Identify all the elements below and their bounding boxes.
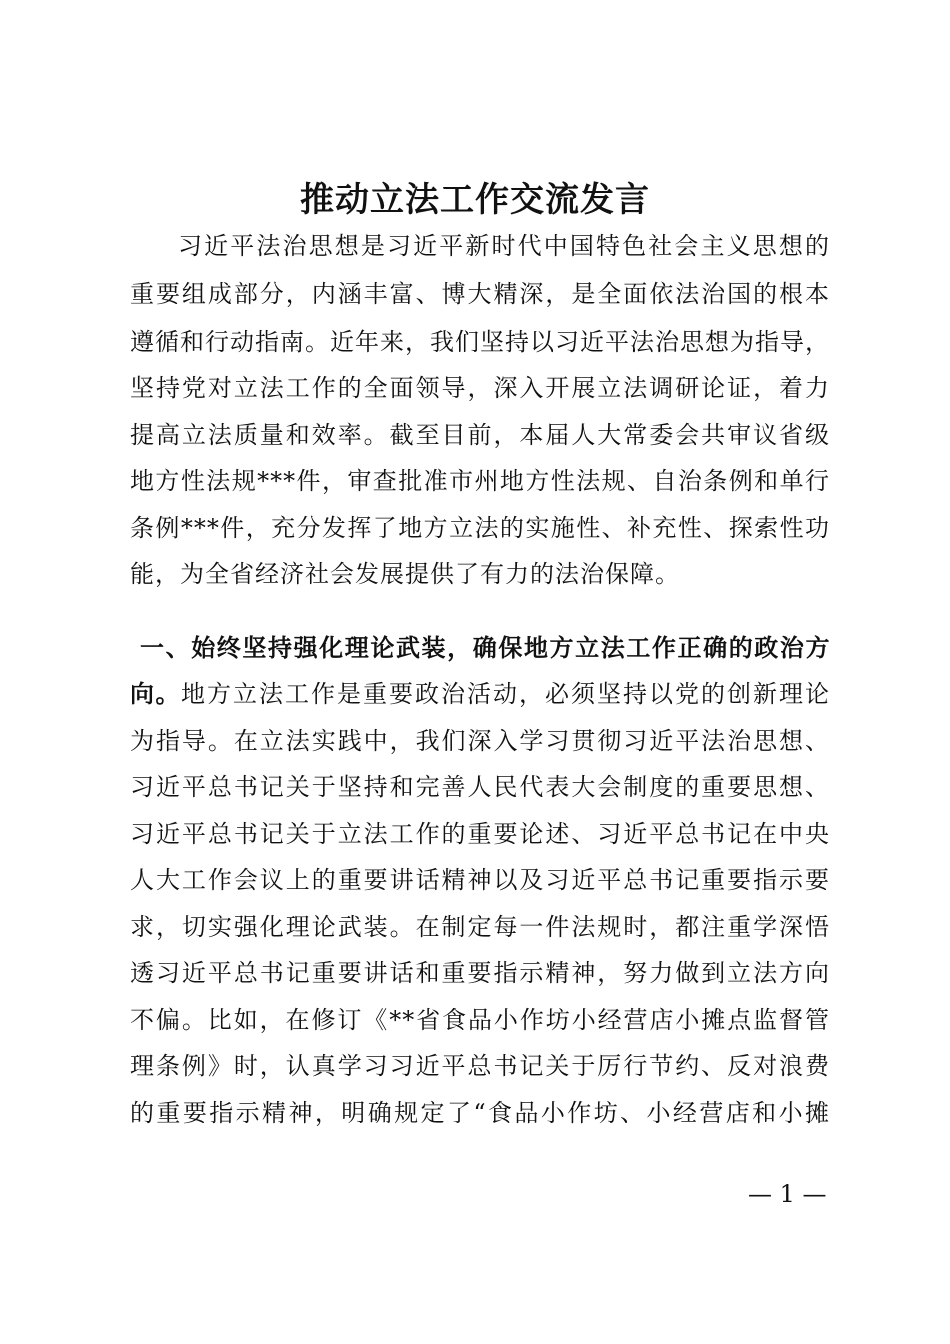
paragraph-line: 遵循和行动指南。近年来，我们坚持以习近平法治思想为指导， [130, 328, 830, 356]
paragraph-line: 习近平总书记关于立法工作的重要论述、习近平总书记在中央 [130, 820, 830, 848]
paragraph-line: 条例***件，充分发挥了地方立法的实施性、补充性、探索性功 [130, 514, 830, 542]
paragraph-line: 习近平总书记关于坚持和完善人民代表大会制度的重要思想、 [130, 773, 830, 801]
paragraph-line: 坚持党对立法工作的全面领导，深入开展立法调研论证，着力 [130, 374, 830, 402]
paragraph-text: 地方立法工作是重要政治活动，必须坚持以党的创新理论 [181, 680, 830, 708]
section-heading: 一、始终坚持强化理论武装，确保地方立法工作正确的政治方 [140, 634, 830, 662]
paragraph-line: 理条例》时，认真学习习近平总书记关于厉行节约、反对浪费 [130, 1052, 830, 1080]
paragraph-line: 人大工作会议上的重要讲话精神以及习近平总书记重要指示要 [130, 866, 830, 894]
paragraph-line: 为指导。在立法实践中，我们深入学习贯彻习近平法治思想、 [130, 727, 830, 755]
paragraph-line: 不偏。比如，在修订《**省食品小作坊小经营店小摊点监督管 [130, 1006, 830, 1034]
paragraph-line: 重要组成部分，内涵丰富、博大精深，是全面依法治国的根本 [130, 280, 830, 308]
paragraph-line: 求，切实强化理论武装。在制定每一件法规时，都注重学深悟 [130, 913, 830, 941]
page-title: 推动立法工作交流发言 [300, 180, 650, 220]
section-heading-end: 向。 [130, 680, 181, 708]
paragraph-line: 能，为全省经济社会发展提供了有力的法治保障。 [130, 560, 680, 588]
paragraph-line: 地方性法规***件，审查批准市州地方性法规、自治条例和单行 [130, 467, 830, 495]
paragraph-line: 提高立法质量和效率。截至目前，本届人大常委会共审议省级 [130, 421, 830, 449]
paragraph-line: 透习近平总书记重要讲话和重要指示精神，努力做到立法方向 [130, 959, 830, 987]
page-number: — 1 — [748, 1180, 827, 1208]
paragraph-line [130, 676, 830, 712]
paragraph-line: 习近平法治思想是习近平新时代中国特色社会主义思想的 [178, 232, 830, 260]
paragraph-line: 的重要指示精神，明确规定了“食品小作坊、小经营店和小摊 [130, 1099, 830, 1127]
